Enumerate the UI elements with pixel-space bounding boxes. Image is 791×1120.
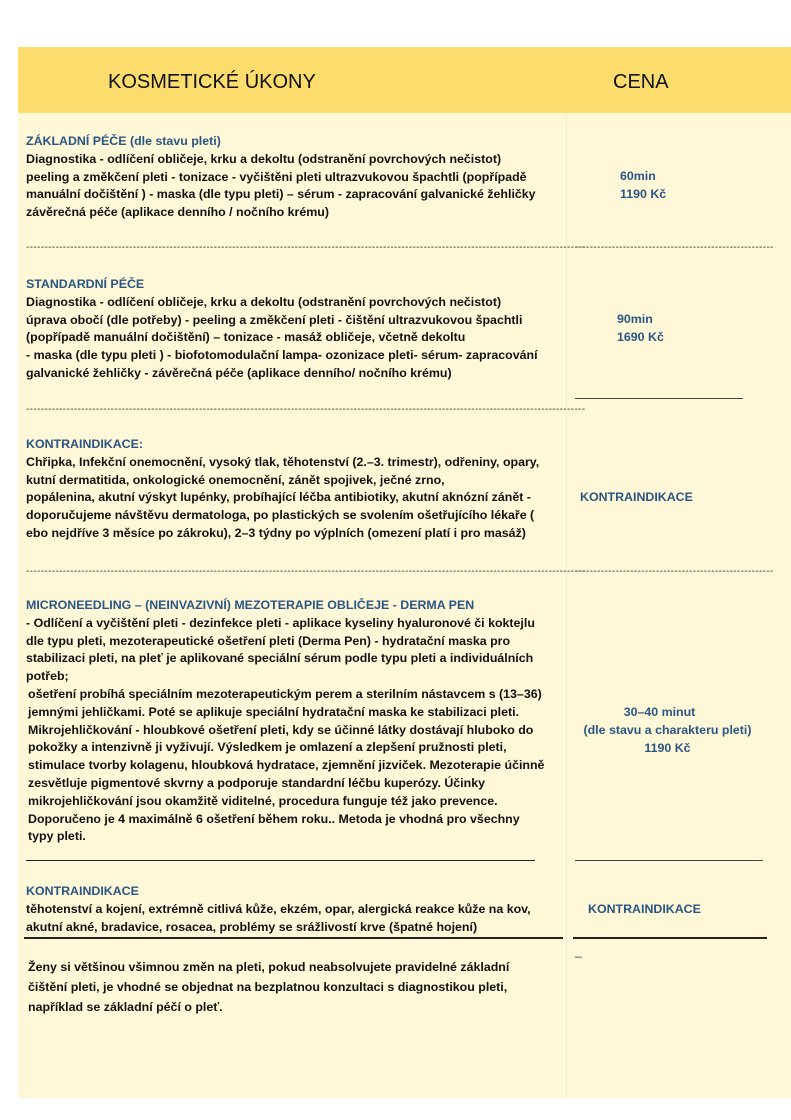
section-line: ošetření probíhá speciálním mezoterapeutickým perem a sterilním nástavcem s (13–36)	[28, 686, 542, 701]
price-microneedling	[575, 704, 760, 757]
price-basic-care	[620, 168, 666, 204]
price-duration: 60min	[620, 169, 656, 183]
note-line: Ženy si většinou všimnou změn na pleti, pokud neabsolvujete pravidelné základní	[28, 960, 510, 974]
note-line: například se základní péčí o pleť.	[28, 1000, 223, 1014]
section-title: ZÁKLADNÍ PÉČE (dle stavu pleti)	[26, 134, 221, 148]
section-line: mikrojehličkování jsou okamžitě viditelné, procedura funguje též jako prevence.	[28, 793, 498, 808]
section-line: manuální dočištění ) - maska (dle typu pleti) – sérum - zapracování galvanické žehličky	[26, 187, 536, 202]
section-contraindications-2	[26, 883, 571, 936]
price-contraindications	[580, 489, 693, 507]
separator-line	[26, 860, 535, 861]
section-line: - Odlíčení a vyčištění pleti - dezinfekce pleti - aplikace kyseliny hyaluronové či koktejlu	[26, 615, 535, 630]
section-line: stabilizaci pleti, na pleť je aplikované speciální sérum podle typu pleti a individuálních	[26, 651, 534, 666]
header-price: CENA	[613, 71, 669, 93]
header-services: KOSMETICKÉ ÚKONY	[108, 71, 316, 93]
price-duration: 30–40 minut	[623, 705, 696, 719]
section-line: popálenina, akutní výskyt lupénky, probíhající léčba antibiotiky, akutní aknózní zánět -	[26, 490, 531, 505]
section-line: zesvětluje pigmentové skvrny a podporuje standardní léčbu kuperózy. Účinky	[28, 775, 485, 790]
section-line: úprava obočí (dle potřeby) - peeling a změkčení pleti - čištění ultrazvukovou špachtli	[26, 312, 523, 327]
note-line: čištění pleti, je vhodné se objednat na bezplatnou konzultaci s diagnostikou pleti,	[28, 980, 508, 994]
separator-thick-line	[24, 937, 563, 939]
price-label: KONTRAINDIKACE	[580, 490, 693, 504]
section-line: potřeb;	[26, 669, 69, 684]
separator-dashes-right: ------------------------------------------------------	[575, 242, 774, 253]
section-line: jemnými jehličkami. Poté se aplikuje speciální hydratační maska ke stabilizaci pleti.	[28, 704, 520, 719]
tiny-dash: _	[575, 944, 582, 958]
separator-line-right	[575, 860, 763, 861]
section-line: Diagnostika - odlíčení obličeje, krku a dekoltu (odstranění povrchových nečistot)	[26, 294, 502, 309]
section-line: peeling a změkčení pleti - tonizace - vyčištěni pleti ultrazvukovou špachtli (popřípadě	[26, 169, 527, 184]
section-basic-care	[26, 133, 571, 222]
separator-dashes: --------------------------------------------------------------------------------------------------------------------------------------------------------	[26, 242, 586, 253]
price-label: KONTRAINDIKACE	[588, 902, 701, 916]
section-line: doporučujeme návštěvu dermatologa, po plastických se svolením ošetřujícího lékaře (	[26, 508, 535, 523]
section-title: STANDARDNÍ PÉČE	[26, 277, 145, 291]
price-note: (dle stavu a charakteru pleti)	[583, 722, 752, 737]
section-contraindications	[26, 436, 571, 543]
price-amount: 1690 Kč	[617, 329, 664, 344]
section-line: akutní akné, bradavice, rosacea, problémy se srážlivostí krve (špatné hojení)	[26, 919, 478, 934]
separator-line-right	[575, 398, 743, 399]
section-line: dle typu pleti, mezoterapeutické ošetření pleti (Derma Pen) - hydratační maska pro	[26, 633, 511, 648]
separator-thick-line-right	[573, 937, 767, 939]
price-duration: 90min	[617, 312, 653, 326]
section-line: ebo nejdříve 3 měsíce po zákroku), 2–3 týdny po výplních (omezení platí i pro masáž)	[26, 525, 526, 540]
section-standard-care	[26, 276, 571, 383]
separator-dashes-right: ------------------------------------------------------	[575, 566, 774, 577]
price-contraindications-2	[588, 901, 701, 919]
section-line: (popřípadě manuální dočištění) – tonizace - masáž obličeje, včetně dekoltu	[26, 330, 466, 345]
separator-dashes: --------------------------------------------------------------------------------------------------------------------------------------------------------	[26, 566, 586, 577]
section-line: Chřipka, Infekční onemocnění, vysoký tlak, těhotenství (2.–3. trimestr), odřeniny, opary,	[26, 454, 540, 469]
section-line: galvanické žehličky - závěrečná péče (aplikace denního/ nočního krému)	[26, 365, 452, 380]
section-line: kutní dermatitida, onkologické onemocnění, zánět spojivek, ječné zrno,	[26, 472, 445, 487]
separator-dashes: --------------------------------------------------------------------------------------------------------------------------------------------------------	[26, 404, 586, 415]
section-line: Doporučeno je 4 maximálně 6 ošetření během roku.. Metoda je vhodná pro všechny	[28, 811, 520, 826]
section-line: pokožky a intenzivně ji vyživují. Výsledkem je omlazení a zlepšení pružnosti pleti,	[28, 740, 507, 755]
section-line: - maska (dle typu pleti ) - biofotomodulační lampa- ozonizace pleti- sérum- zapracování	[26, 348, 538, 363]
section-line: stimulace tvorby kolagenu, hloubková hydratace, zjemnění jizviček. Mezoterapie účinně	[28, 758, 545, 773]
price-amount: 1190 Kč	[644, 740, 691, 755]
section-line: závěrečná péče (aplikace denního / nočního krému)	[26, 205, 329, 220]
section-line: Diagnostika - odlíčení obličeje, krku a dekoltu (odstranění povrchových nečistot)	[26, 151, 502, 166]
price-amount: 1190 Kč	[620, 186, 667, 201]
section-line: těhotenství a kojení, extrémně citlivá kůže, ekzém, opar, alergická reakce kůže na kov,	[26, 901, 531, 916]
section-line: Mikrojehličkování - hloubkové ošetření pleti, kdy se účinné látky dostávají hluboko do	[28, 722, 534, 737]
section-title: MICRONEEDLING – (NEINVAZIVNÍ) MEZOTERAPIE OBLIČEJE - DERMA PEN	[26, 598, 475, 612]
section-line: typy pleti.	[28, 829, 86, 844]
section-title: KONTRAINDIKACE:	[26, 437, 144, 451]
section-title: KONTRAINDIKACE	[26, 884, 139, 898]
price-standard-care	[617, 311, 664, 347]
section-microneedling	[26, 597, 571, 846]
footer-note	[28, 957, 509, 1017]
